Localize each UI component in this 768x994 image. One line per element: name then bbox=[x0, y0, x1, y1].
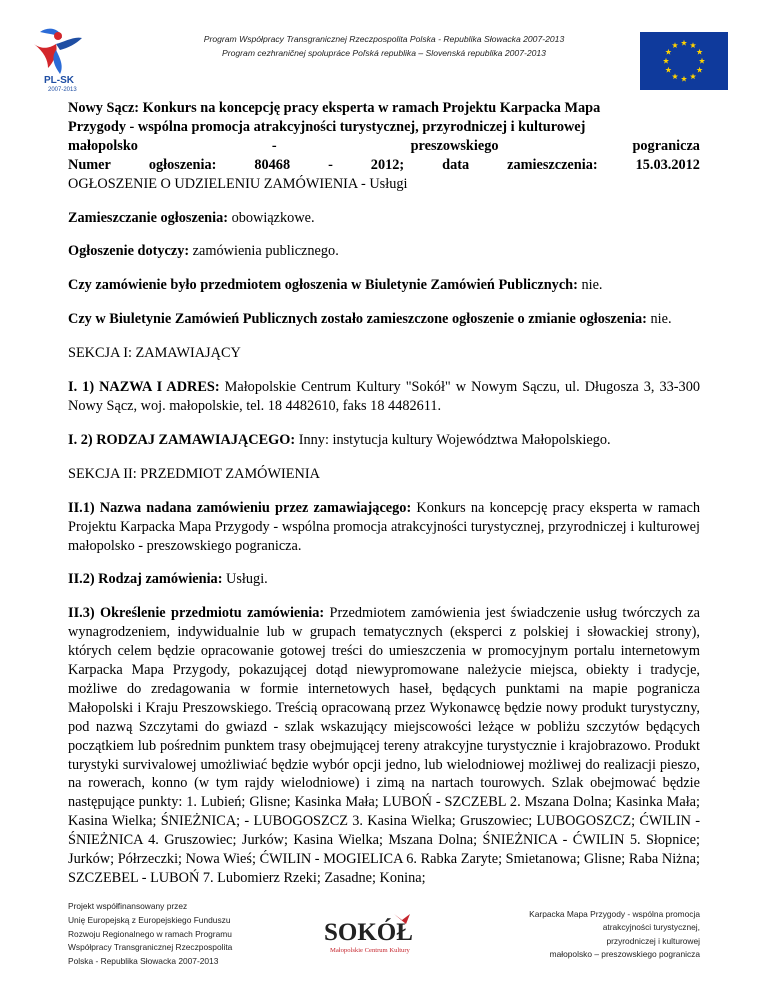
footer-project-text: Karpacka Mapa Przygody - wspólna promocja atrakcyjności turystycznej, przyrodniczej i kulturowej małopolsko – preszowskiego pogranicza bbox=[529, 909, 700, 960]
eu-flag-icon bbox=[640, 32, 728, 90]
sokol-logo bbox=[310, 906, 440, 962]
field-contracting-type: I. 2) RODZAJ ZAMAWIAJĄCEGO: Inny: instytucja kultury Województwa Małopolskiego. bbox=[68, 431, 611, 448]
svg-text:Małopolskie Centrum Kultury: Małopolskie Centrum Kultury bbox=[330, 947, 410, 954]
notice-type: OGŁOSZENIE O UDZIELENIU ZAMÓWIENIA - Usługi bbox=[68, 175, 408, 192]
field-concerns: Ogłoszenie dotyczy: zamówienia publicznego. bbox=[68, 243, 339, 260]
field-order-name: II.1) Nazwa nadana zamówieniu przez zamawiającego: Konkurs na koncepcję pracy eksperta w ramach Projektu Karpacka Mapa Przygody - wspólna promocja atrakcyjności turystycznej, przyrodniczej i kulturowej małopolsko - preszowskiego pogranicza. bbox=[68, 499, 700, 554]
field-publication: Zamieszczanie ogłoszenia: obowiązkowe. bbox=[68, 209, 315, 226]
field-bzp-change: Czy w Biuletynie Zamówień Publicznych zostało zamieszczone ogłoszenie o zmianie ogłoszenia: nie. bbox=[68, 311, 672, 328]
title-line-3: małopolsko - preszowskiego pogranicza bbox=[68, 137, 700, 154]
notice-number-line: Numer ogłoszenia: 80468 - 2012; data zamieszczenia: 15.03.2012 bbox=[68, 156, 700, 173]
notice-content bbox=[68, 99, 700, 903]
title-line-1: Nowy Sącz: Konkurs na koncepcję pracy eksperta w ramach Projektu Karpacka Mapa bbox=[68, 100, 601, 116]
notice-title bbox=[68, 99, 700, 194]
svg-text:SOKÓŁ: SOKÓŁ bbox=[324, 919, 413, 946]
field-name-address: I. 1) NAZWA I ADRES: Małopolskie Centrum Kultury "Sokół" w Nowym Sączu, ul. Długosza 3, 33-300 Nowy Sącz, woj. małopolskie, tel. 18 4482610, faks 18 4482611. bbox=[68, 379, 700, 414]
header-line-1: Program Współpracy Transgranicznej Rzeczpospolita Polska - Republika Słowacka 2007-2013 bbox=[203, 34, 565, 44]
pl-sk-program-logo bbox=[26, 22, 90, 92]
section-1-heading: SEKCJA I: ZAMAWIAJĄCY bbox=[68, 345, 241, 362]
field-bzp: Czy zamówienie było przedmiotem ogłoszenia w Biuletynie Zamówień Publicznych: nie. bbox=[68, 277, 603, 294]
logo-text: PL-SK bbox=[44, 75, 74, 86]
footer-cofinancing-text: Projekt współfinansowany przez Unię Europejską z Europejskiego Funduszu Rozwoju Regionalnego w ramach Programu Współpracy Transgranicznej Rzeczpospolita Polska - Republika Słowacka 2007-2013 bbox=[68, 901, 233, 967]
section-2-heading: SEKCJA II: PRZEDMIOT ZAMÓWIENIA bbox=[68, 465, 320, 482]
field-order-type: II.2) Rodzaj zamówienia: Usługi. bbox=[68, 571, 268, 588]
field-order-description: II.3) Określenie przedmiotu zamówienia: Przedmiotem zamówienia jest świadczenie usług twórczych za wynagrodzeniem, indywidualnie lub w grupach tematycznych (eksperci z polskiej i słowackiej strony), których celem będzie opracowanie gotowej treści do umieszczenia w promocyjnym portalu internetowym Karpacka Mapa Przygody, pokazującej dotąd niewypromowane należycie miejsca, obiekty i tradycje, możliwe do zredagowania w formie internetowych haseł, będących punktami na mapie pogranicza Małopolski i Kraju Preszowskiego. Treścią opracowaną przez Wykonawcę będzie nowy produkt turystyczny, pod nazwą Szczytami do gwiazd - szlak wskazujący miejscowości leżące w pobliżu szczytów będących początkiem lub pośrednim punktem trasy obejmującej tereny atrakcyjne turystycznie i krajobrazowo. Produkt turystyki survivalowej umożliwiać będzie wybór opcji jedno, lub wielodniowej możliwej do realizacji pieszo, na rowerach, konno (w tym rajdy wielodniowe) i zimą na nartach tourowych. Szlak obejmować będzie następujące punkty: 1. Lubień; Glisne; Kasinka Mała; LUBOŃ - SZCZEBL 2. Mszana Dolna; Kasinka Mała; Kasina Wielka; ŚNIEŻNICA; - LUBOGOSZCZ 3. Kasina Wielka; Gruszowiec; LUBOGOSZCZ; ĆWILIN - ŚNIEŻNICA 4. Gruszowiec; Jurków; Kasina Wielka; Mszana Dolna; ŚNIEŻNICA - ĆWILIN 5. Słopnice; Jurków; Półrzeczki; Nowa Wieś; ĆWILIN - MOGIELICA 6. Rabka Zaryte; Smietanowa; Glisne; Raba Niżna; SZCZEBEL - LUBOŃ 7. Lubomierz Rzeki; Zasadne; Konina; bbox=[68, 605, 701, 886]
header-program-text bbox=[110, 32, 658, 60]
title-line-2: Przygody - wspólna promocja atrakcyjności turystycznej, przyrodniczej i kulturowej bbox=[68, 118, 586, 135]
logo-years: 2007-2013 bbox=[48, 87, 77, 92]
header-line-2: Program cezhraničnej spolupráce Poľská republika – Slovenská republika 2007-2013 bbox=[222, 48, 546, 58]
